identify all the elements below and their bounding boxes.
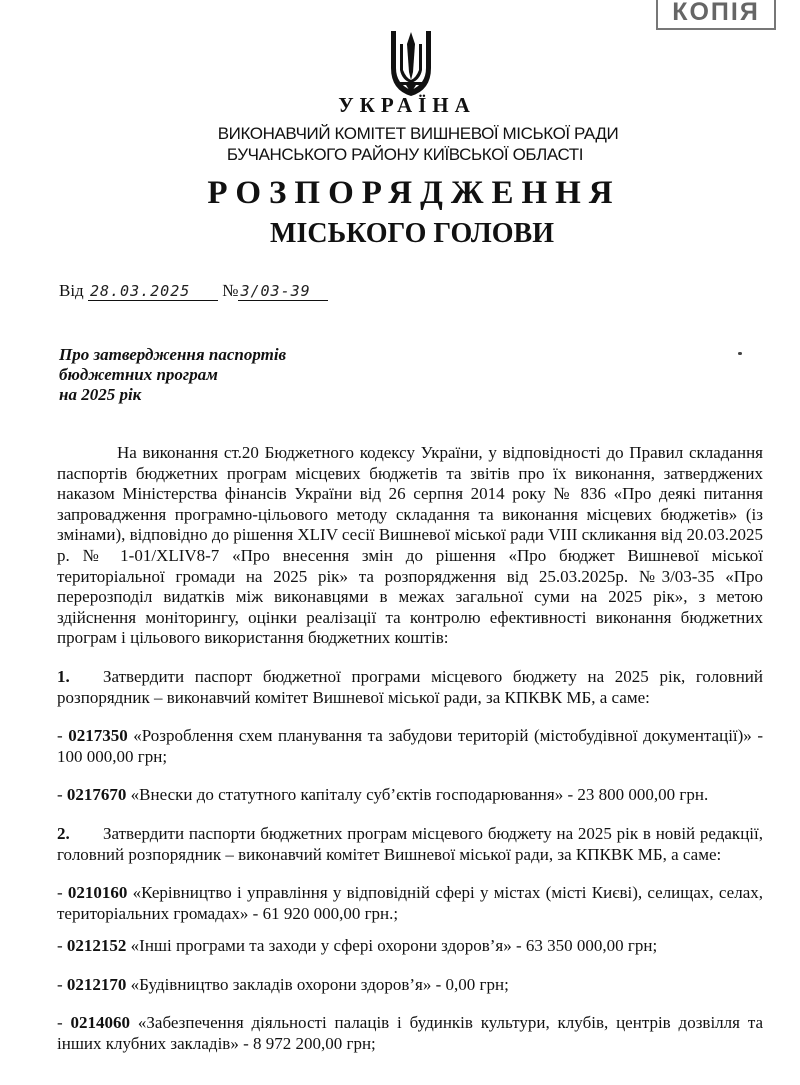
handwritten-date: 28.03.2025 bbox=[88, 282, 218, 301]
program-description: «Внески до статутного капіталу суб’єктів господарювання» - 23 800 000,00 грн. bbox=[130, 785, 709, 805]
program-description: «Забезпечення діяльності палаців і будинків культури, клубів, центрів дозвілля та інших клубних закладів» - 8 972 200,00 грн; bbox=[57, 1013, 764, 1054]
organization-line-1: ВИКОНАВЧИЙ КОМІТЕТ ВИШНЕВОЇ МІСЬКОЇ РАДИ bbox=[217, 124, 619, 143]
program-description: «Керівництво і управління у відповідній сфері у містах (місті Києві), селищах, селах, територіальних громадах» - 61 920 000,00 грн.; bbox=[57, 883, 763, 923]
program-description: «Будівництво закладів охорони здоров’я» - 0,00 грн; bbox=[130, 974, 509, 994]
program-code: 0212152 bbox=[66, 936, 127, 956]
copy-stamp: КОПІЯ bbox=[656, 0, 776, 30]
section-1-item: - 0217670 «Внески до статутного капіталу суб’єктів господарювання» - 23 800 000,00 грн. bbox=[57, 785, 709, 805]
document-subtype: МІСЬКОГО ГОЛОВИ bbox=[270, 218, 554, 249]
intro-paragraph: На виконання ст.20 Бюджетного кодексу України, у відповідності до Правил складання паспортів бюджетних програм місцевих бюджетів та звітів про їх виконання, затверджених наказом Міністерства фінансів України від 26 серпня 2014 року № 836 «Про деякі питання запровадження програмно-цільового методу складання та виконання місцевих бюджетів» (із змінами), відповідно до рішення XLIV сесії Вишневої міської ради VIII скликання від 20.03.2025 р. № 1-01/XLIV8-7 «Про внесення змін до рішення «Про бюджет Вишневої міської територіальної громади на 2025 рік» та розпорядження від 25.03.2025р. №3/03-35 «Про перерозподіл видатків між виконавцями в межах загальної суми на 2025 рік», з метою здійснення моніторингу, оцінки реалізації та контролю ефективності виконання бюджетних програм і цільового використання бюджетних коштів: bbox=[57, 443, 763, 648]
section-1-paragraph bbox=[57, 667, 763, 708]
subject-block bbox=[59, 345, 286, 405]
program-code: 0217350 bbox=[68, 726, 128, 746]
section-2-item: - 0210160 «Керівництво і управління у відповідній сфері у містах (місті Києві), селищах, селах, територіальних громадах» - 61 920 000,00 грн.; bbox=[57, 883, 763, 923]
section-1-number: 1. bbox=[57, 666, 70, 686]
program-code: 0214060 bbox=[70, 1013, 131, 1033]
date-number-line bbox=[59, 281, 328, 301]
section-2-item: - 0212152 «Інші програми та заходи у сфері охорони здоров’я» - 63 350 000,00 грн; bbox=[57, 936, 658, 956]
subject-line-3: на 2025 рік bbox=[59, 385, 142, 404]
section-1-item: - 0217350 «Розроблення схем планування та забудови територій (містобудівної документації)» - 100 000,00 грн; bbox=[57, 726, 763, 766]
program-code: 0210160 bbox=[67, 883, 128, 903]
section-2-number: 2. bbox=[57, 823, 70, 843]
organization-line-2: БУЧАНСЬКОГО РАЙОНУ КИЇВСЬКОЇ ОБЛАСТІ bbox=[226, 145, 584, 164]
document-body bbox=[57, 443, 763, 1055]
number-label: № bbox=[222, 281, 239, 300]
from-label: Від bbox=[59, 281, 84, 300]
scan-speck bbox=[738, 352, 742, 355]
subject-line-2: бюджетних програм bbox=[59, 365, 218, 384]
section-2-item: - 0212170 «Будівництво закладів охорони здоров’я» - 0,00 грн; bbox=[57, 974, 509, 994]
program-description: «Інші програми та заходи у сфері охорони здоров’я» - 63 350 000,00 грн; bbox=[130, 936, 658, 956]
section-1-text: Затвердити паспорт бюджетної програми місцевого бюджету на 2025 рік, головний розпорядник – виконавчий комітет Вишневої міської ради, за КПКВК МБ, а саме: bbox=[57, 666, 763, 707]
subject-line-1: Про затвердження паспортів bbox=[59, 345, 287, 364]
program-code: 0217670 bbox=[66, 785, 127, 805]
program-description: «Розроблення схем планування та забудови територій (містобудівної документації)» - 100 000,00 грн; bbox=[57, 726, 763, 766]
handwritten-number: 3/03-39 bbox=[238, 282, 328, 301]
country-name: УКРАЇНА bbox=[338, 93, 476, 117]
document-type: РОЗПОРЯДЖЕННЯ bbox=[207, 175, 621, 211]
section-2-paragraph bbox=[57, 824, 763, 865]
program-code: 0212170 bbox=[66, 974, 127, 994]
trident-emblem-icon bbox=[388, 28, 434, 100]
section-2-item: - 0214060 «Забезпечення діяльності палаців і будинків культури, клубів, центрів дозвілля та інших клубних закладів» - 8 972 200,00 грн; bbox=[57, 1013, 764, 1054]
section-2-text: Затвердити паспорти бюджетних програм місцевого бюджету на 2025 рік в новій редакції, головний розпорядник – виконавчий комітет Вишневої міської ради, за КПКВК МБ, а саме: bbox=[57, 823, 763, 864]
